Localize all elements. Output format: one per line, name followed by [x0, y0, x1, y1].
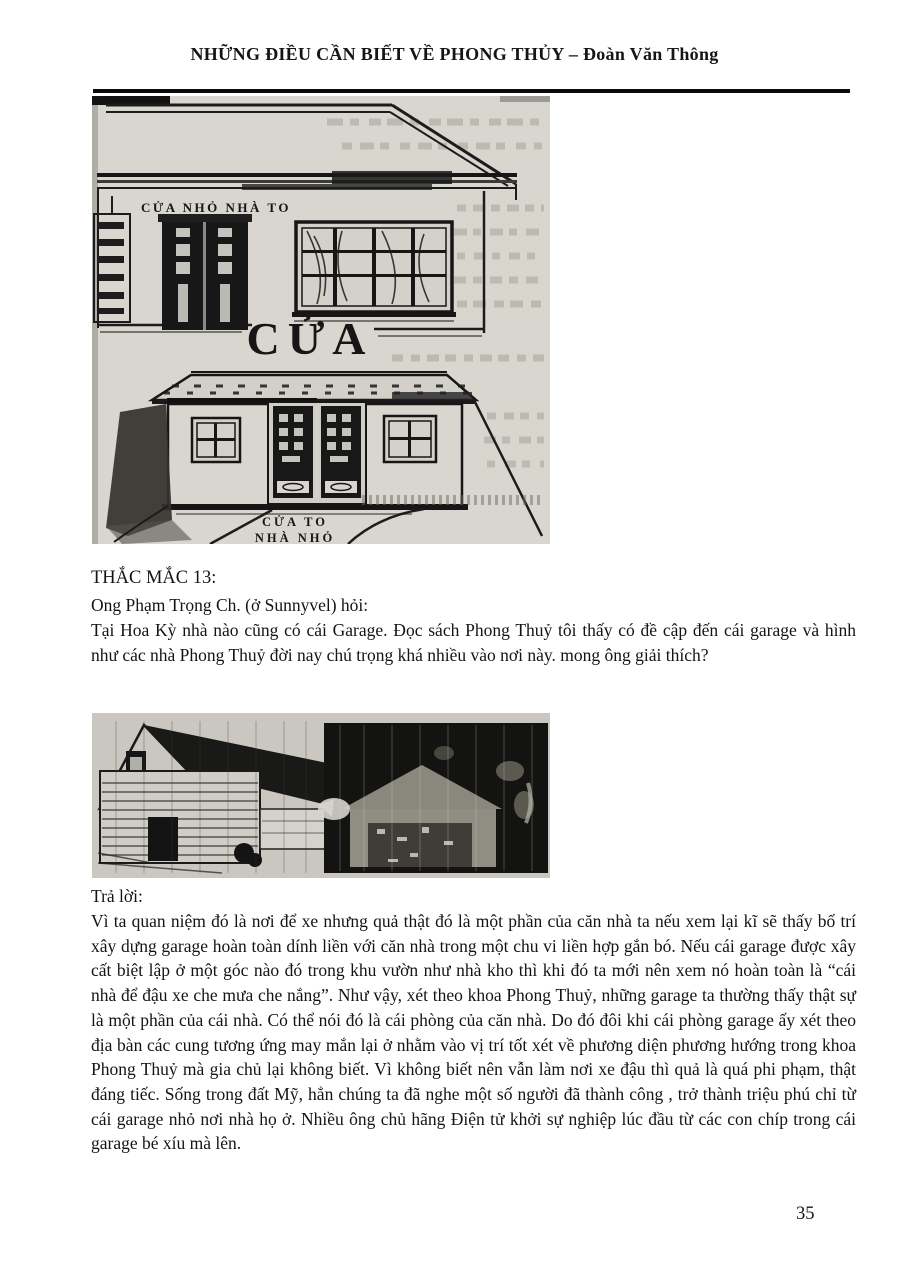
answer-paragraph: Vì ta quan niệm đó là nơi để xe nhưng quả thật đó là một phần của căn nhà ta nếu xem lại kĩ sẽ thấy bố trí xây dựng garage hoàn toàn dính liền với căn nhà trong một chu vi liền hợp gắn bó. Nếu cái garage được xây cất biệt lập ở một góc nào đó trong khu vườn như nhà kho thì khi đó ta mới nên xem nó hoàn toàn là “cái nhà để đậu xe che mưa che nắng”. Như vậy, xét theo khoa Phong Thuỷ, những garage ta thường thấy thật sự là một phần của cái nhà. Có thể nói đó là cái phòng của căn nhà. Do đó đôi khi cái phòng garage ấy xét theo địa bàn các cung tương ứng may mắn lại ở nhằm vào vị trí tốt xét về phương diện phương hướng trong khoa Phong Thuỷ mà gia chủ lại không biết. Vì không biết nên vẫn làm nơi xe đậu thì quả là quá phi phạm, thật đáng tiếc. Sống trong đất Mỹ, hẳn chúng ta đã nghe một số người đã thành công , trở thành triệu phú chỉ từ cái garage nhỏ nơi nhà họ ở. Nhiều ông chủ hãng Điện tử khởi sự nghiệp lúc đầu từ các con chíp trong cái garage bé xíu mà lên. — [91, 911, 856, 1154]
figure-label-nha-nho: NHÀ NHỎ — [254, 531, 336, 544]
right-garage-photo — [318, 723, 548, 873]
big-door — [268, 402, 366, 504]
asker-line: Ong Phạm Trọng Ch. (ở Sunnyvel) hỏi: — [91, 595, 369, 615]
small-door — [158, 214, 252, 330]
page-number: 35 — [796, 1204, 815, 1224]
header-divider — [93, 89, 850, 93]
garage-photo-illustration — [92, 713, 550, 878]
page-header-title: NHỮNG ĐIỀU CẦN BIẾT VỀ PHONG THỦY – Đoàn Văn Thông — [190, 44, 719, 64]
figure-label-cua: CỬA — [246, 313, 374, 364]
question-paragraph: Tại Hoa Kỳ nhà nào cũng có cái Garage. Đọc sách Phong Thuỷ tôi thấy có đề cập đến cái garage và hình như các nhà Phong Thuỷ đời nay chú trọng khá nhiều vào nơi này. mong ông giải thích? — [91, 620, 856, 665]
figure-label-cua-nho-nha-to: CỬA NHỎ NHÀ TO — [141, 200, 291, 215]
big-window — [292, 222, 456, 322]
figure-doors-houses — [92, 96, 550, 544]
section-heading: THẮC MẮC 13: — [91, 568, 217, 588]
doors-houses-illustration — [92, 96, 550, 544]
figure-garage-photo — [92, 713, 550, 878]
answer-label: Trả lời: — [91, 886, 143, 906]
figure-label-cua-to: CỬA TO — [261, 515, 329, 529]
